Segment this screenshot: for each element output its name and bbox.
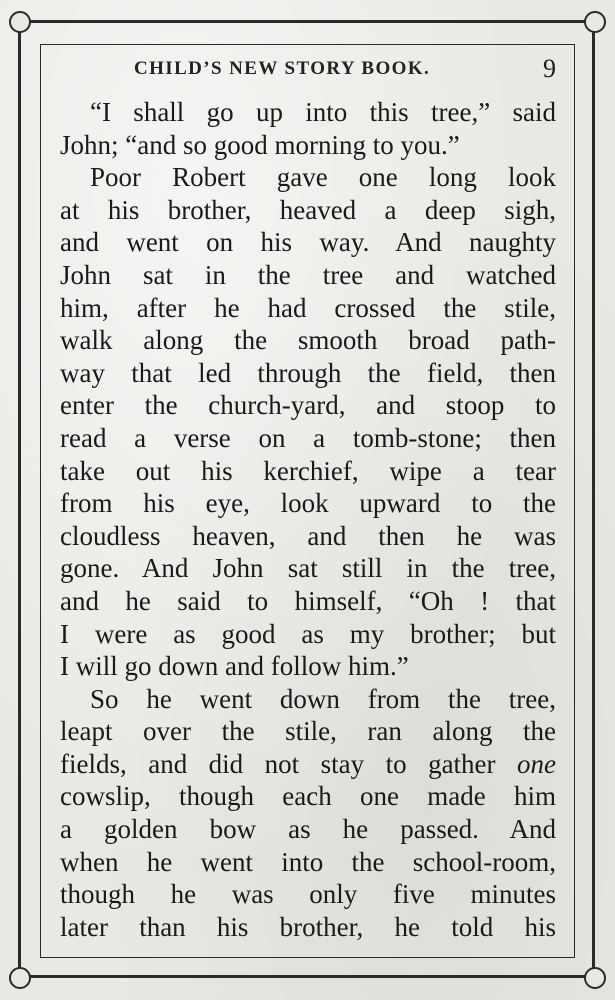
- page-number: 9: [543, 54, 556, 83]
- text-line: So he went down from the tree,: [90, 683, 556, 714]
- text-line: and he said to himself, “Oh ! that: [60, 585, 556, 616]
- text-line: “I shall go up into this tree,” said: [90, 97, 556, 127]
- page-header: [60, 56, 556, 86]
- text-line: John; “and so good morning to you.”: [60, 129, 460, 160]
- text-line: John sat in the tree and watched: [60, 259, 556, 290]
- text-line: when he went into the school-room,: [60, 846, 556, 877]
- text-line: I were as good as my brother; but: [60, 618, 556, 649]
- text-line: a golden bow as he passed. And: [60, 814, 556, 845]
- text-line: cloudless heaven, and then he was: [60, 520, 556, 551]
- paragraph-3: [60, 683, 556, 944]
- paragraph-1: [60, 96, 556, 161]
- corner-ornament-top-right: [584, 11, 606, 33]
- text-line: cowslip, though each one made him: [60, 781, 556, 812]
- text-line: take out his kerchief, wipe a tear: [60, 455, 556, 486]
- text-line: read a verse on a tomb-stone; then: [60, 422, 556, 453]
- text-line: and went on his way. And naughty: [60, 227, 556, 258]
- body-text: [60, 96, 556, 943]
- text-run: fields, and did not stay to gather: [60, 748, 518, 779]
- text-line: him, after he had crossed the stile,: [60, 292, 556, 323]
- italic-word: one: [517, 748, 556, 779]
- paragraph-2: [60, 161, 556, 683]
- text-line: I will go down and follow him.”: [60, 651, 409, 682]
- text-line: from his eye, look upward to the: [60, 488, 556, 519]
- corner-ornament-bottom-left: [9, 967, 31, 989]
- corner-ornament-top-left: [9, 11, 31, 33]
- running-head: CHILD’S NEW STORY BOOK.: [134, 58, 431, 79]
- corner-ornament-bottom-right: [584, 967, 606, 989]
- text-line: Poor Robert gave one long look: [90, 162, 556, 193]
- text-line: at his brother, heaved a deep sigh,: [60, 194, 556, 225]
- text-line: leapt over the stile, ran along the: [60, 716, 556, 747]
- text-line: later than his brother, he told his: [60, 911, 556, 942]
- text-line: gone. And John sat still in the tree,: [60, 553, 556, 584]
- text-line: walk along the smooth broad path-: [60, 325, 556, 356]
- text-line: though he was only five minutes: [60, 879, 556, 910]
- text-line: way that led through the field, then: [60, 357, 556, 388]
- text-line-with-italic: [60, 748, 556, 781]
- text-line: enter the church-yard, and stoop to: [60, 390, 556, 421]
